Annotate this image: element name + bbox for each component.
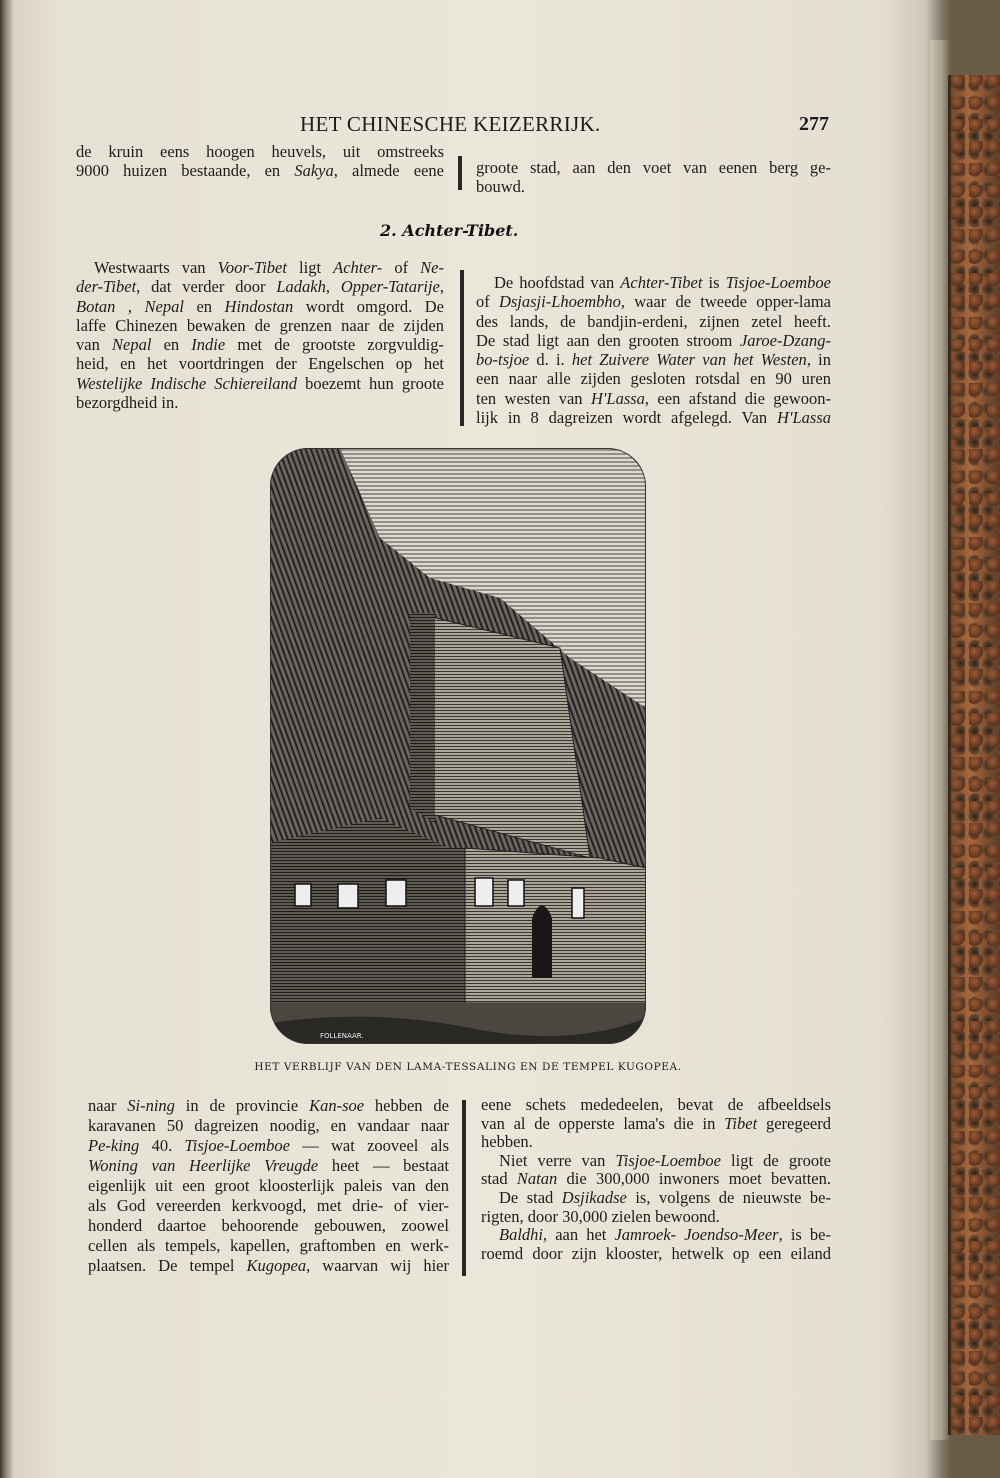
text-line xyxy=(76,142,444,161)
text-run: als God vereerden kerkvoogd, met drie- of vier- xyxy=(88,1196,449,1215)
text-run: honderd daartoe behoorende gebouwen, zoowel xyxy=(88,1216,449,1235)
italic-text: Tibet xyxy=(724,1113,758,1133)
italic-text: Pe-king xyxy=(88,1136,140,1155)
text-run: is, volgens de nieuwste be- xyxy=(626,1187,831,1207)
column-rule xyxy=(462,1100,466,1276)
italic-text: Kugopea xyxy=(246,1256,307,1275)
text-run: Westwaarts van xyxy=(94,258,218,277)
page-edges xyxy=(930,40,950,1440)
column-top-right xyxy=(476,158,831,196)
text-run: Niet verre van xyxy=(499,1150,616,1170)
text-run: , aan het xyxy=(543,1225,615,1245)
text-line xyxy=(88,1196,449,1216)
text-run: De stad xyxy=(499,1187,562,1207)
text-run: en xyxy=(151,335,192,355)
italic-text: Baldhi xyxy=(499,1225,543,1245)
italic-text: Opper-Tatarije xyxy=(340,277,440,297)
text-run: , almede eene xyxy=(333,161,444,180)
text-run: , dat verder door xyxy=(136,277,277,297)
text-run: of xyxy=(382,258,421,277)
page-number: 277 xyxy=(799,113,829,135)
column-rule xyxy=(458,156,462,190)
text-run: bouwd. xyxy=(476,177,526,196)
text-run: in de provincie xyxy=(174,1096,310,1115)
text-run: De stad ligt aan den grooten stroom xyxy=(476,330,740,350)
column-mid-right xyxy=(476,273,831,427)
text-run: groote stad, aan den voet van eenen berg ge- xyxy=(476,158,831,177)
text-run: ten westen van xyxy=(476,388,591,408)
text-line xyxy=(76,374,444,393)
column-bottom-left xyxy=(88,1096,449,1276)
text-line xyxy=(481,1188,831,1207)
text-run: is xyxy=(702,273,726,292)
text-line xyxy=(476,369,831,388)
text-line xyxy=(88,1156,449,1176)
text-run: ligt xyxy=(286,258,334,277)
text-line xyxy=(88,1176,449,1196)
text-run: roemd door zijn klooster, hetwelk op een eiland xyxy=(481,1243,831,1263)
text-run: hebben. xyxy=(481,1132,533,1152)
italic-text: Nepal xyxy=(111,335,152,355)
text-run: heet — bestaat xyxy=(318,1156,449,1175)
text-line xyxy=(476,292,831,311)
text-line xyxy=(88,1116,449,1136)
text-run: , xyxy=(115,296,145,316)
text-line xyxy=(76,335,444,354)
italic-text: Jamroek- Joendso-Meer xyxy=(614,1225,779,1245)
text-run: plaatsen. De tempel xyxy=(88,1256,247,1275)
italic-text: Ne- xyxy=(420,258,444,277)
text-line xyxy=(88,1136,449,1156)
text-line xyxy=(476,350,831,369)
italic-text: Westelijke Indische Schiereiland xyxy=(76,373,298,393)
text-run: en xyxy=(183,296,225,316)
text-line xyxy=(76,354,444,373)
text-run: die 300,000 inwoners moet bevatten. xyxy=(557,1169,831,1189)
text-line xyxy=(88,1096,449,1116)
text-run: eigenlijk uit een groot kloosterlijk paleis van den xyxy=(88,1176,449,1195)
text-run: karavanen 50 dagreizen noodig, en vandaar naar xyxy=(88,1116,449,1135)
italic-text: der-Tibet xyxy=(76,277,137,297)
column-mid-left xyxy=(76,258,444,412)
text-run: 40. xyxy=(139,1136,185,1155)
text-run: bezorgdheid in. xyxy=(76,393,179,413)
text-run: des lands, de bandjin-erdeni, zijnen zetel heeft. xyxy=(476,311,831,331)
text-line xyxy=(76,258,444,277)
text-run: lijk in 8 dagreizen wordt afgelegd. Van xyxy=(476,408,778,428)
italic-text: Sakya xyxy=(294,161,334,180)
italic-text: Dsjasji-Lhoembho xyxy=(498,292,621,312)
text-run: of xyxy=(476,292,499,312)
text-line xyxy=(481,1095,831,1114)
italic-text: Botan xyxy=(76,296,116,316)
text-run: heid, en het voortdringen der Engelschen op het xyxy=(76,354,444,374)
text-line xyxy=(476,408,831,427)
italic-text: Woning van Heerlijke Vreugde xyxy=(88,1156,319,1175)
text-run: van al de opperste lama's die in xyxy=(481,1113,725,1133)
running-title: HET CHINESCHE KEIZERRIJK. xyxy=(300,112,601,136)
engraving-illustration xyxy=(270,448,646,1044)
italic-text: Hindostan xyxy=(224,296,294,316)
text-line xyxy=(476,312,831,331)
text-line xyxy=(481,1244,831,1263)
text-run: cellen als tempels, kapellen, graftomben en werk- xyxy=(88,1236,449,1255)
text-run: — wat zooveel als xyxy=(289,1136,449,1155)
italic-text: H'Lassa xyxy=(590,388,645,408)
italic-text: Achter- xyxy=(333,258,383,277)
text-line xyxy=(481,1132,831,1151)
text-run: naar xyxy=(88,1096,128,1115)
text-line xyxy=(481,1151,831,1170)
text-line xyxy=(76,393,444,412)
italic-text: Natan xyxy=(516,1169,558,1189)
text-run: , xyxy=(325,277,341,297)
engraver-signature: FOLLENAAR. xyxy=(320,1032,364,1040)
text-line xyxy=(76,316,444,335)
figure-caption: HET VERBLIJF VAN DEN LAMA-TESSALING EN DE TEMPEL KUGOPEA. xyxy=(254,1061,682,1073)
text-run: met de grootste zorgvuldig- xyxy=(225,335,444,355)
italic-text: Ladakh xyxy=(276,277,326,297)
italic-text: Jaroe-Dzang- xyxy=(739,330,831,350)
text-line xyxy=(476,177,831,196)
text-line xyxy=(481,1114,831,1133)
column-bottom-right xyxy=(481,1095,831,1262)
italic-text: Voor-Tibet xyxy=(217,258,287,277)
text-run: van xyxy=(76,335,112,355)
text-run: een naar alle zijden gesloten rotsdal en 90 uren xyxy=(476,369,831,389)
italic-text: Kan-soe xyxy=(309,1096,365,1115)
text-line xyxy=(476,158,831,177)
text-run: , xyxy=(439,277,444,297)
italic-text: Achter-Tibet xyxy=(620,273,703,292)
text-run: d. i. xyxy=(529,350,572,370)
text-run: wordt omgord. De xyxy=(293,296,444,316)
italic-text: H'Lassa xyxy=(777,408,831,428)
text-line xyxy=(481,1225,831,1244)
italic-text: Indie xyxy=(191,335,226,355)
text-run: , waar de tweede opper-lama xyxy=(620,292,832,312)
column-top-left xyxy=(76,142,444,180)
italic-text: Si-ning xyxy=(127,1096,175,1115)
text-run: eene schets mededeelen, bevat de afbeeldsels xyxy=(481,1095,831,1114)
text-line xyxy=(481,1207,831,1226)
text-run: hebben de xyxy=(364,1096,449,1115)
text-line xyxy=(76,297,444,316)
text-run: stad xyxy=(481,1169,517,1189)
italic-text: Tisjoe-Loemboe xyxy=(725,273,831,292)
text-line xyxy=(476,389,831,408)
text-run: de kruin eens hoogen heuvels, uit omstreeks xyxy=(76,142,444,161)
text-run: , is be- xyxy=(778,1225,831,1245)
italic-text: Nepal xyxy=(144,296,184,316)
italic-text: Tisjoe-Loemboe xyxy=(615,1150,721,1170)
text-line xyxy=(88,1236,449,1256)
text-line xyxy=(476,331,831,350)
text-line xyxy=(476,273,831,292)
text-run: geregeerd xyxy=(757,1113,831,1133)
text-line xyxy=(481,1169,831,1188)
text-run: boezemt hun groote xyxy=(297,373,444,393)
text-run: rigten, door 30,000 zielen bewoond. xyxy=(481,1206,720,1226)
text-run: ligt de groote xyxy=(720,1150,831,1170)
column-rule xyxy=(460,270,464,426)
text-line xyxy=(76,161,444,180)
italic-text: het Zuivere Water van het Westen xyxy=(571,350,807,370)
text-line xyxy=(76,277,444,296)
text-run: , in xyxy=(806,350,831,370)
text-run: laffe Chinezen bewaken de grenzen naar de zijden xyxy=(76,315,444,335)
italic-text: bo-tsjoe xyxy=(476,350,530,370)
text-run: , waarvan wij hier xyxy=(306,1256,450,1275)
italic-text: Dsjikadse xyxy=(561,1187,627,1207)
text-run: 9000 huizen bestaande, en xyxy=(76,161,295,180)
text-run: De hoofdstad van xyxy=(494,273,621,292)
text-line xyxy=(88,1216,449,1236)
text-line xyxy=(88,1256,449,1276)
section-heading: 2. Achter-Tibet. xyxy=(380,221,519,240)
italic-text: Tisjoe-Loemboe xyxy=(184,1136,290,1155)
text-run: , een afstand die gewoon- xyxy=(644,388,832,408)
marbled-cover xyxy=(948,75,1000,1435)
